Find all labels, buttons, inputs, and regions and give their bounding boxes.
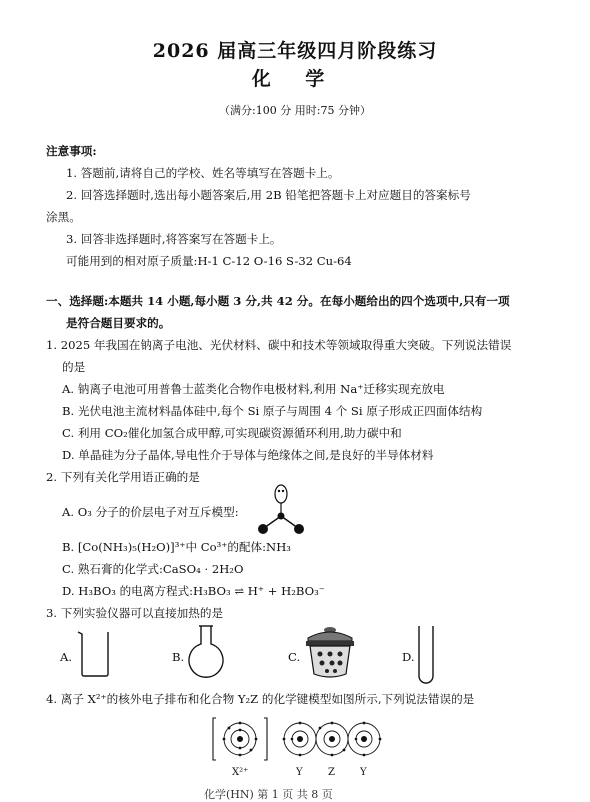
q1-stem-cont: 的是 [62,360,86,374]
note-item: 2. 回答选择题时,选出每小题答案后,用 2B 铅笔把答题卡上对应题目的答案标号 [66,188,471,202]
q2-option-a: A. O₃ 分子的价层电子对互斥模型: [62,505,239,519]
note-item: 1. 答题前,请将自己的学校、姓名等填写在答题卡上。 [66,166,340,180]
q1-option-a: A. 钠离子电池可用普鲁士蓝类化合物作电极材料,利用 Na⁺迁移实现充放电 [62,382,445,396]
vsepr-model-figure [256,484,306,544]
q2-stem: 2. 下列有关化学用语正确的是 [46,470,200,484]
exam-subject: 化 学 [251,68,339,90]
q3-option-b-label: B. [172,650,185,664]
q1-option-b: B. 光伏电池主流材料晶体硅中,每个 Si 原子与周围 4 个 Si 原子形成正四面体结构 [62,404,483,418]
q2-option-b: B. [Co(NH₃)₅(H₂O)]³⁺中 Co³⁺的配体:NH₃ [62,540,291,554]
ion-electron-shell-figure [212,714,382,766]
q3-option-a-label: A. [60,650,73,664]
q2-option-d: D. H₃BO₃ 的电离方程式:H₃BO₃ ⇌ H⁺ + H₂BO₃⁻ [62,584,325,598]
atomic-masses: 可能用到的相对原子质量:H-1 C-12 O-16 S-32 Cu-64 [66,254,352,268]
beaker-icon [76,628,112,678]
q4-stem: 4. 离子 X²⁺的核外电子排布和化合物 Y₂Z 的化学键模型如图所示,下列说法错误的是 [46,692,475,706]
note-item: 涂黑。 [46,210,81,224]
label-z: Z [328,767,335,778]
section-header: 一、选择题:本题共 14 小题,每小题 3 分,共 42 分。在每小题给出的四个选项中,只有一项 [46,294,510,308]
q1-option-c: C. 利用 CO₂催化加氢合成甲醇,可实现碳资源循环利用,助力碳中和 [62,426,402,440]
q3-stem: 3. 下列实验仪器可以直接加热的是 [46,606,224,620]
notes-heading: 注意事项: [46,144,97,158]
q3-option-d-label: D. [402,650,415,664]
q3-option-c-label: C. [288,650,301,664]
section-header-cont: 是符合题目要求的。 [66,316,171,330]
round-bottom-flask-icon [184,624,228,682]
label-y1: Y [296,767,303,778]
test-tube-icon [414,624,438,686]
note-item: 3. 回答非选择题时,将答案写在答题卡上。 [66,232,282,246]
q1-stem: 1. 2025 年我国在钠离子电池、光伏材料、碳中和技术等领域取得重大突破。下列说法错误 [46,338,512,352]
label-y2: Y [360,767,367,778]
exam-meta: （满分:100 分 用时:75 分钟） [219,104,371,117]
label-x-ion: X²⁺ [232,767,249,778]
q2-option-c: C. 熟石膏的化学式:CaSO₄ · 2H₂O [62,562,244,576]
q1-option-d: D. 单晶硅为分子晶体,导电性介于导体与绝缘体之间,是良好的半导体材料 [62,448,434,462]
evaporating-apparatus-icon [300,622,360,684]
page-footer: 化学(HN) 第 1 页 共 8 页 [204,788,333,801]
exam-title: 2026 届高三年级四月阶段练习 [152,40,438,62]
